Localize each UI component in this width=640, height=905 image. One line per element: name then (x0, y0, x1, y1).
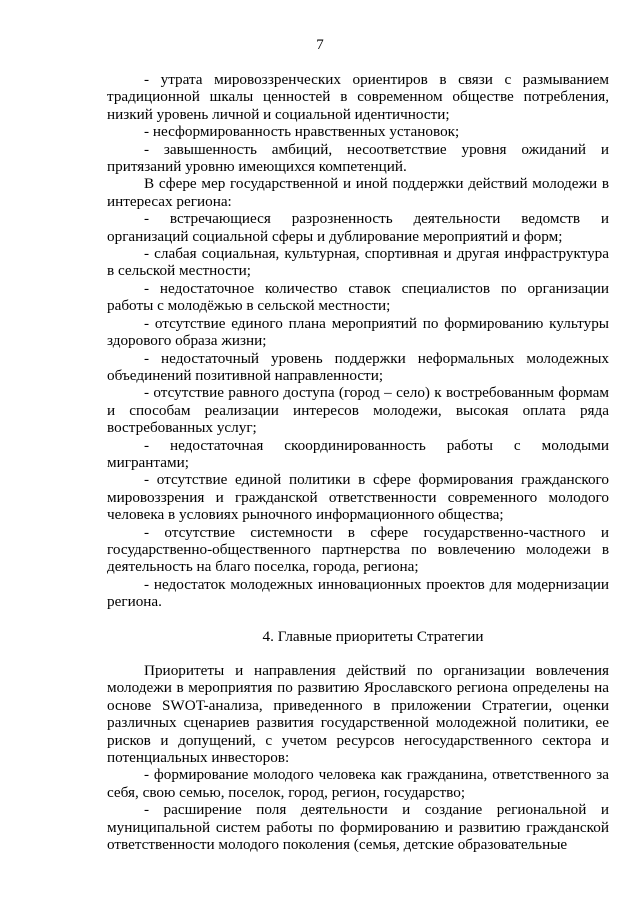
list-item: - недостаточное количество ставок специалистов по организации работы с молодёжью в сельской местности; (107, 279, 609, 315)
list-item: - отсутствие единой политики в сфере формирования гражданского мировоззрения и гражданской ответственности современного молодого человека в условиях рыночного информационного общества; (107, 471, 609, 524)
list-item: - завышенность амбиций, несоответствие уровня ожиданий и притязаний уровню имеющихся компетенций. (107, 140, 609, 176)
document-body (107, 71, 609, 853)
list-item: - несформированность нравственных установок; (144, 123, 460, 141)
paragraph: Приоритеты и направления действий по организации вовлечения молодежи в мероприятия по развитию Ярославского региона определены на основе SWOT-анализа, приведенного в приложении Стратегии, оценки различных сценариев развития государственной молодежной политики, ее рисков и допущений, с учетом ресурсов негосударственного сектора и потенциальных инвесторов: (107, 662, 609, 767)
list-item: - встречающиеся разрозненность деятельности ведомств и организаций социальной сферы и дублирование мероприятий и форм; (107, 210, 609, 245)
section-heading: 4. Главные приоритеты Стратегии (262, 627, 484, 645)
paragraph: В сфере мер государственной и иной поддержки действий молодежи в интересах региона: (107, 175, 609, 210)
list-item: - недостаток молодежных инновационных проектов для модернизации региона. (107, 575, 609, 611)
list-item: - отсутствие системности в сфере государственно-частного и государственно-общественного партнерства по вовлечению молодежи в деятельность на благо поселка, города, региона; (107, 523, 609, 576)
list-item: - формирование молодого человека как гражданина, ответственного за себя, свою семью, поселок, город, регион, государство; (107, 766, 609, 801)
list-item: - отсутствие равного доступа (город – село) к востребованным формам и способам реализации интересов молодежи, высокая оплата ряда востребованных услуг; (107, 384, 609, 437)
list-item: - недостаточный уровень поддержки неформальных молодежных объединений позитивной направленности; (107, 349, 609, 384)
list-item: - отсутствие единого плана мероприятий по формированию культуры здорового образа жизни; (107, 314, 609, 350)
list-item: - недостаточная скоординированность работы с молодыми мигрантами; (107, 436, 609, 471)
list-item: - слабая социальная, культурная, спортивная и другая инфраструктура в сельской местности; (107, 245, 609, 280)
list-item: - утрата мировоззренческих ориентиров в связи с размыванием традиционной шкалы ценностей в современном обществе потребления, низкий уровень личной и социальной идентичности; (107, 71, 609, 123)
page-number: 7 (316, 37, 324, 53)
list-item: - расширение поля деятельности и создание региональной и муниципальной систем работы по формированию и развитию гражданской ответственности молодого поколения (семья, детские образовательные (107, 801, 609, 854)
